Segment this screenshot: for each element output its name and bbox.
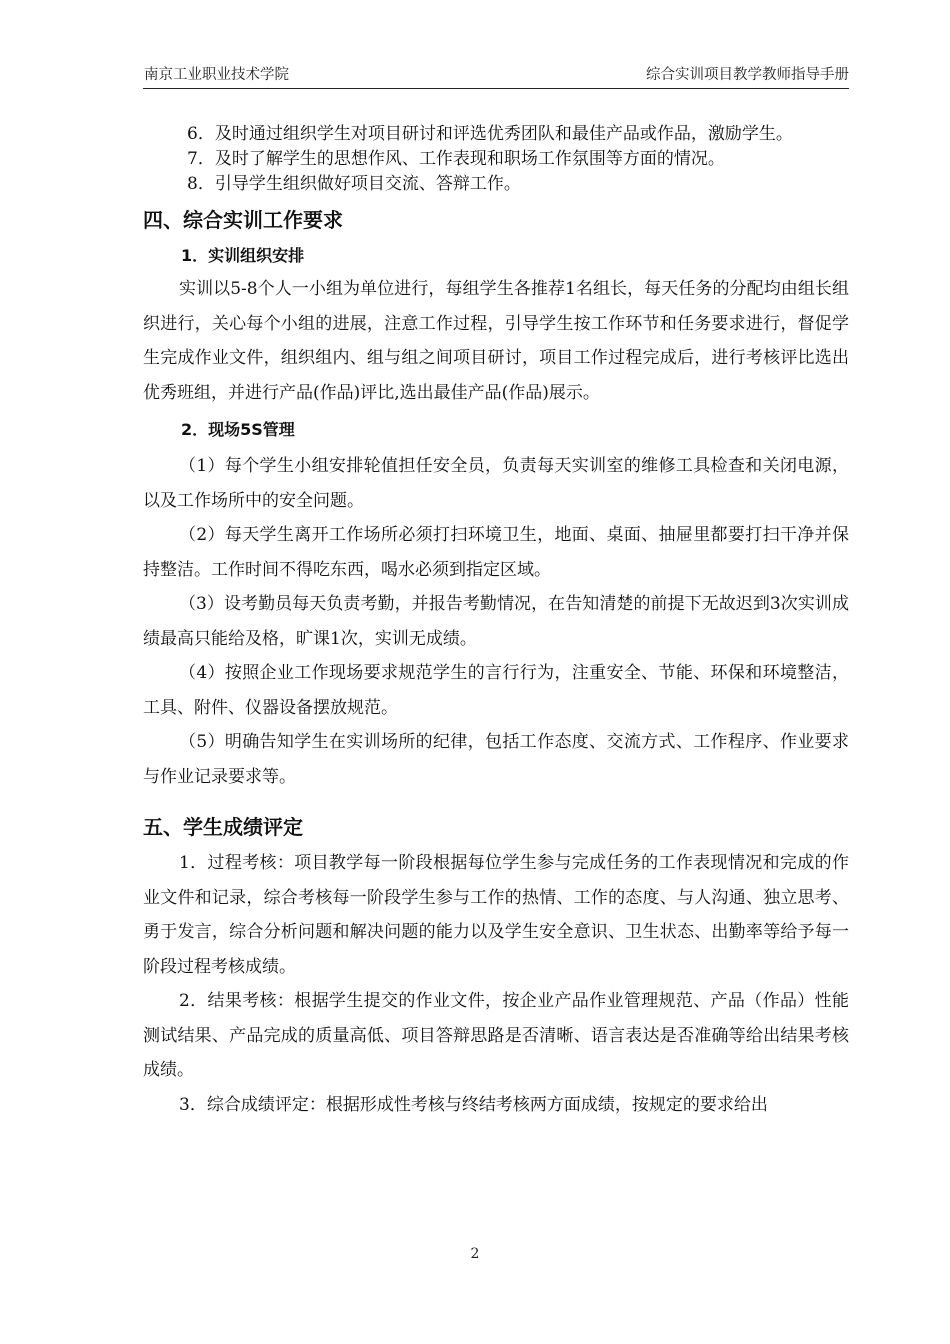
header-institution: 南京工业职业技术学院 — [144, 67, 289, 83]
subsection-heading-training-organization: 1．实训组织安排 — [181, 246, 305, 265]
paragraph-5s-4: （4）按照企业工作现场要求规范学生的言行行为，注重安全、节能、环保和环境整洁，工具、附件、仪器设备摆放规范。 — [143, 663, 849, 718]
paragraph-result-assessment: 2．结果考核：根据学生提交的作业文件，按企业产品作业管理规范、产品（作品）性能测试结果、产品完成的质量高低、项目答辩思路是否清晰、语言表达是否准确等给出结果考核成绩。 — [143, 991, 849, 1080]
page-content — [143, 122, 849, 1122]
list-item: 8．引导学生组织做好项目交流、答辩工作。 — [187, 174, 521, 194]
paragraph-overall-grade: 3．综合成绩评定：根据形成性考核与终结考核两方面成绩，按规定的要求给出 — [179, 1094, 768, 1115]
page-number: 2 — [470, 1246, 480, 1262]
paragraph-5s-3: （3）设考勤员每天负责考勤，并报告考勤情况，在告知清楚的前提下无故迟到3次实训成绩最高只能给及格，旷课1次，实训无成绩。 — [143, 594, 849, 649]
page-header — [143, 58, 849, 89]
paragraph-5s-2: （2）每天学生离开工作场所必须打扫环境卫生，地面、桌面、抽屉里都要打扫干净并保持整洁。工作时间不得吃东西，喝水必须到指定区域。 — [143, 525, 849, 580]
subsection-heading-5s-management: 2．现场5S管理 — [181, 420, 295, 439]
section-heading-5: 五、学生成绩评定 — [143, 815, 303, 839]
paragraph-5s-5: （5）明确告知学生在实训场所的纪律，包括工作态度、交流方式、工作程序、作业要求与作业记录要求等。 — [143, 732, 849, 787]
paragraph-process-assessment: 1．过程考核：项目教学每一阶段根据每位学生参与完成任务的工作表现情况和完成的作业文件和记录，综合考核每一阶段学生参与工作的热情、工作的态度、与人沟通、独立思考、勇于发言，综合分析问题和解决问题的能力以及学生安全意识、卫生状态、出勤率等给予每一阶段过程考核成绩。 — [143, 853, 849, 977]
section-heading-4: 四、综合实训工作要求 — [143, 208, 343, 232]
paragraph-5s-1: （1）每个学生小组安排轮值担任安全员，负责每天实训室的维修工具检查和关闭电源，以及工作场所中的安全问题。 — [143, 456, 849, 511]
list-item: 7．及时了解学生的思想作风、工作表现和职场工作氛围等方面的情况。 — [187, 149, 725, 169]
header-manual-title: 综合实训项目教学教师指导手册 — [646, 67, 849, 83]
paragraph-training-organization: 实训以5-8个人一小组为单位进行，每组学生各推荐1名组长，每天任务的分配均由组长组织进行，关心每个小组的进展，注意工作过程，引导学生按工作环节和任务要求进行，督促学生完成作业文件，组织组内、组与组之间项目研讨，项目工作过程完成后，进行考核评比选出优秀班组，并进行产品(作品)评比,选出最佳产品(作品)展示。 — [143, 279, 849, 403]
list-item: 6．及时通过组织学生对项目研讨和评选优秀团队和最佳产品或作品，激励学生。 — [187, 124, 793, 144]
